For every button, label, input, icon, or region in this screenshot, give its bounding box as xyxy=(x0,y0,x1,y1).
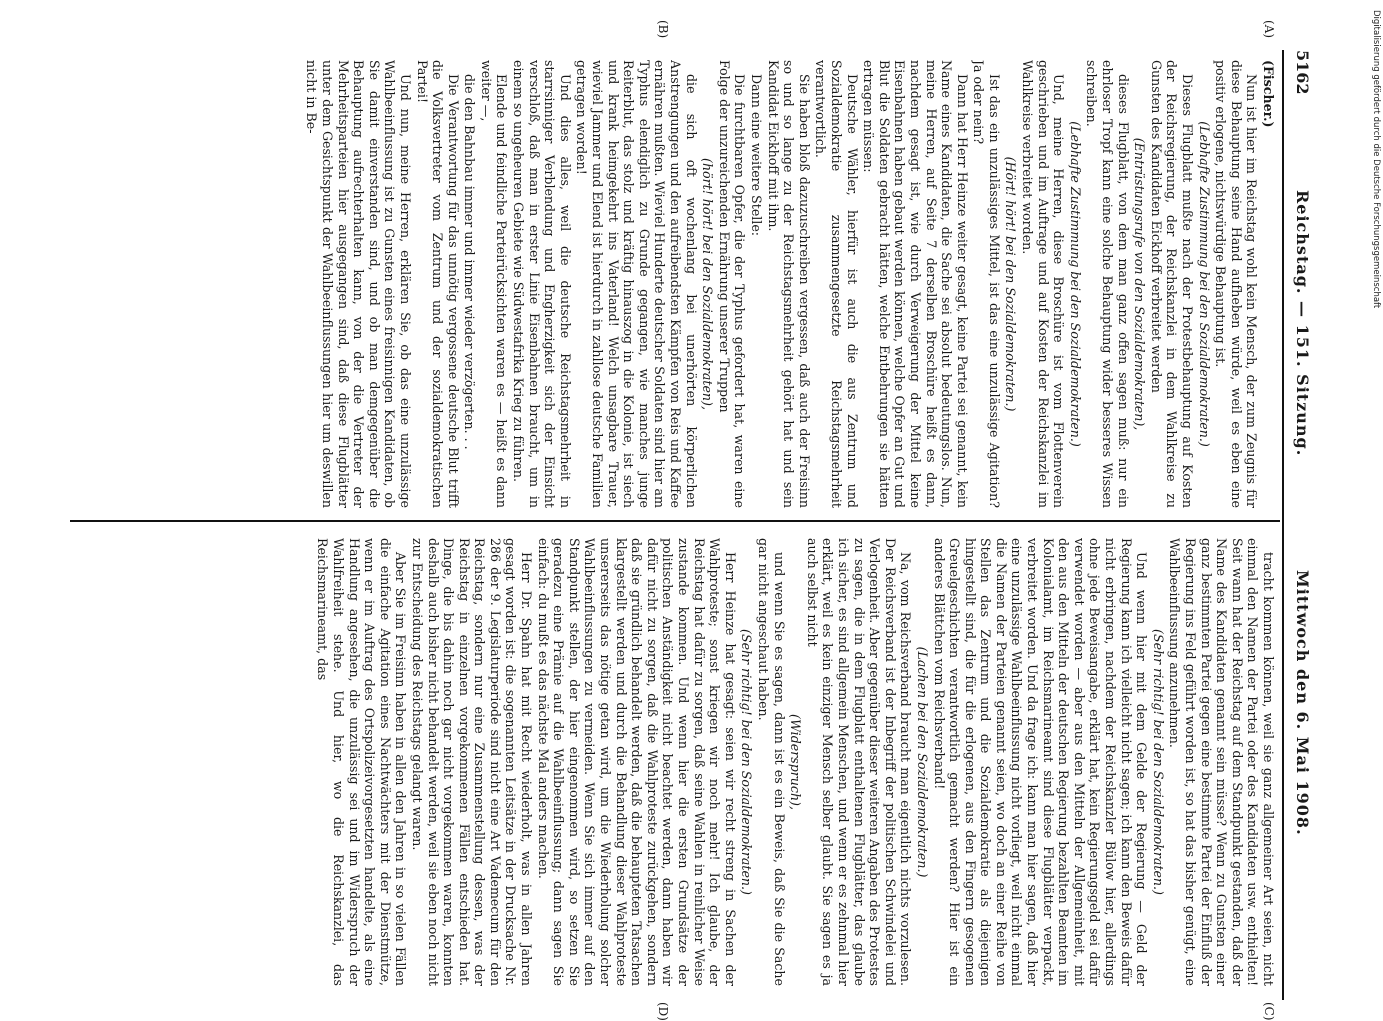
paragraph: Herr Dr. Spahn hat mit Recht wiederholt, was in allen Jahren gesagt worden ist: die sogenannten Leitsätze in der Drucksache Nr. 286 der 9. Legislaturperiode sind nicht eine Art Vademecum für den Reichstag, sondern nur eine Zusammenstellung dessen, was der Reichstag in einzelnen vorgekommenen Fällen entschieden hat. Dinge, die bis dahin noch gar nicht vorgekommen waren, konnten deshalb auch bisher nicht behandelt werden, weil sie eben noch nicht zur Entscheidung des Reichstags gelangt waren. xyxy=(409,538,535,986)
margin-marker-c: (C) xyxy=(1262,1002,1276,1021)
paragraph: die sich oft wochenlang bei unerhörten körperlichen Anstrengungen und den aufreibendsten Kämpfen von Reis und Kaffee ernähren mußten. Wieviel Hunderte deutscher Soldaten sind hier am Typhus elendiglich zu Grunde gegangen, wie manches junge Reiterblut, das stolz und kräftig hinauszog in die Kolonie, ist siech und krank heimgekehrt ins Vaterland! Welch unsagbare Trauer, wieviel Jammer und Elend ist hierdurch in zahllose deutsche Familien getragen worden! xyxy=(574,60,699,508)
paragraph: Herr Heinze hat gesagt: seien wir recht streng in Sachen der Wahlproteste; sonst kriegen wir noch mehr! Ich glaube, der Reichstag hat dafür zu sorgen, daß seine Wahlen in reinlicher Weise zustande kommen. Und wenn hier die ersten Grundsätze der politischen Anständigkeit nicht beachtet werden, dann haben wir dafür nicht zu sorgen, daß die Wahlproteste zurückgehen, sondern daß sie gründlich behandelt werden, daß die behaupteten Tatsachen klargestellt werden und durch die Behandlung dieser Wahlproteste unsererseits das nötige getan wird, um die Wiederholung solcher Wahlbeeinflussungen zu vermeiden. Wenn Sie sich immer auf den Standpunkt stellen, der hier eingenommen wird, so setzen Sie geradezu eine Prämie auf die Wahlbeeinflussung; dann sagen Sie einfach: du mußt es das nächste Mal anders machen. xyxy=(535,538,738,986)
paragraph: Und nun, meine Herren, erklären Sie, ob das eine unzulässige Wahlbeeinflussung ist zu Gunsten eines freisinnigen Kandidaten, ob Sie damit einverstanden sind, und ob man demgegenüber die Behauptung aufrechterhalten kann, von der die Vertreter der Mehrheitsparteien hier ausgegangen sind, daß diese Flugblätter unter dem Gesichtspunkt der Wahlbeeinflussungen hier um deswillen nicht in Be- xyxy=(304,60,413,508)
page-header xyxy=(1280,50,1320,1000)
paragraph: Und dies alles, weil die deutsche Reichstagsmehrheit in starrsinniger Verblendung und Engherzigkeit sich der Einsicht verschloß, daß man in erster Linie Eisenbahnen braucht, um in einem so ungeheuren Gebiete wie Südwestafrika Krieg zu führen. xyxy=(511,60,573,508)
paragraph: Deutsche Wähler, hierfür ist auch die aus Zentrum und Sozialdemokratie zusammengesetzte Reichstagsmehrheit verantwortlich. xyxy=(813,60,860,508)
paragraph: Und, meine Herren, diese Broschüre ist vom Flottenverein geschrieben und im Auftrage und auf Kosten der Reichskanzlei im Wahlkreise verbreitet worden. xyxy=(1020,60,1067,508)
interjection: (Hört! hört! bei den Sozialdemokraten.) xyxy=(1003,156,1019,412)
page-number: 5162 xyxy=(1293,50,1312,95)
paragraph: Aber Sie im Freisinn haben in allen den Jahren in so vielen Fällen die einfache Agitation eines Nachtwächters mit der Dienstmütze, wenn er im Auftrag des Ortspolizeivorgesetzten handelte, als eine Handlung angesehen, die unzulässig sei und im Widerspruch der Wahlfreiheit stehe. Und hier, wo die Reichskanzlei, das Reichsmarineamt, das xyxy=(315,538,409,986)
paragraph: Dann eine weitere Stelle: xyxy=(749,74,764,237)
digitization-credit: Digitalisierung gefördert durch die Deutsche Forschungsgemeinschaft xyxy=(1371,10,1381,309)
paragraph: Elende und feindliche Parteirücksichten waren es — heißt es dann weiter —, xyxy=(478,60,510,508)
paragraph: dieses Flugblatt, von dem man ganz offen sagen muß: nur ein ehrloser Tropf kann eine solche Behauptung wider besseres Wissen schreiben. xyxy=(1084,60,1131,508)
paragraph: Die furchtbaren Opfer, die der Typhus gefordert hat, waren eine Folge der unzureichenden Ernährung unserer Truppen xyxy=(716,60,748,508)
paragraph: Die Verantwortung für das unnötig vergossene deutsche Blut trifft die Volksvertreter vom Zentrum und der sozialdemokratischen Partei! xyxy=(414,60,461,508)
paragraph: Ist das ein unzulässiges Mittel, ist das eine unzulässige Agitation? Ja oder nein? xyxy=(971,60,1002,508)
column-divider xyxy=(70,520,1280,522)
speaker-name: (Fischer.) xyxy=(1261,60,1276,128)
interjection: (Lebhafte Zustimmung bei den Sozialdemokraten.) xyxy=(1196,121,1212,447)
paragraph: Sie haben bloß dazuzuschreiben vergessen, daß auch der Freisinn so und so lange zu der Reichstagsmehrheit gehört hat und sein Kandidat Eickhoff mit ihm. xyxy=(765,60,812,508)
margin-marker-d: (D) xyxy=(656,1002,670,1021)
interjection: (Lebhafte Zustimmung bei den Sozialdemokraten.) xyxy=(1067,121,1083,447)
interjection: (Lachen bei den Sozialdemokraten.) xyxy=(914,646,930,878)
interjection: (Entrüstungsrufe von den Sozialdemokraten), xyxy=(1132,137,1148,431)
margin-marker-a: (A) xyxy=(1262,20,1276,39)
left-text-column xyxy=(66,60,1276,508)
margin-marker-b: (B) xyxy=(656,20,670,39)
header-rule xyxy=(1282,50,1284,1000)
paragraph: Na, vom Reichsverband braucht man eigentlich nichts vorzulesen. Der Reichsverband ist der Inbegriff der politischen Schwindelei und Verlogenheit. Aber gegenüber dieser weiteren Angaben des Protestes zu sagen, die in dem Flugblatt enthaltenen Flugblätter, das glaube ich sicher, es sind allgemein Menschen, und wenn er es zehnmal hier erklärt, weil es kein einziger Mensch selber glaubt. Sie sagen es ja auch selbst nicht xyxy=(804,538,914,986)
paragraph: Und wenn hier mit dem Gelde der Regierung — Geld der Regierung kann ich vielleicht nicht sagen; ich kann den Beweis dafür nicht erbringen, nachdem der Reichskanzler Bülow hier, allerdings ohne jede Beweisangabe, erklärt hat, kein Regierungsgeld sei dafür verwendet worden — aber aus den Mitteln der Allgemeinheit, mit den aus den Mitteln der deutschen Regierung bezahlten Beamten im Kolonialamt, im Reichsmarineamt sind diese Flugblätter verpackt, verbreitet worden. Und da frage ich: kann man hier sagen, daß hier eine unzulässige Wahlbeeinflussung nicht vorliegt, weil nicht einmal die Namen der Parteien genannt seien, wo doch an einer Reihe von Stellen das Zentrum und die Sozialdemokratie als diejenigen hingestellt sind, die für die erlogenen, aus den Fingern gesogenen Greuelgeschichten verantwortlich gemacht werden? Hier ist ein anderes Blättchen vom Reichsverband! xyxy=(931,538,1150,986)
paragraph: Dann hat Herr Heinze weiter gesagt, keine Partei sei genannt, kein Name eines Kandidaten, die Sache sei absolut bedeutungslos. Nun, meine Herren, auf Seite 7 derselben Broschüre heißt es dann, nachdem gesagt ist, wie durch Verweigerung der Mittel keine Eisenbahnen haben gebaut werden können, welche Opfer an Gut und Blut die Soldaten gebracht hätten, welche Entbehrungen sie hätten ertragen müssen: xyxy=(861,60,970,508)
interjection: (Widerspruch), xyxy=(788,714,804,810)
paragraph: Dieses Flugblatt mußte nach der Protestbehauptung auf Kosten der Reichsregierung, der Reichskanzlei in dem Wahlkreise zu Gunsten des Kandidaten Eickhoff verbreitet werden xyxy=(1148,60,1196,508)
interjection: (hört! hört! bei den Sozialdemokraten), xyxy=(700,158,716,410)
paragraph: die den Bahnbau immer und immer wieder verzögerten. . . xyxy=(462,74,478,450)
running-head-left: Reichstag. — 151. Sitzung. xyxy=(1293,190,1312,457)
running-head-right: Mittwoch den 6. Mai 1908. xyxy=(1293,570,1312,836)
paragraph: und wenn Sie es sagen, dann ist es ein Beweis, daß Sie die Sache gar nicht angeschaut haben. xyxy=(756,538,787,986)
paragraph: Nun ist hier im Reichstag wohl kein Mensch, der zum Zeugnis für diese Behauptung seine Hand aufheben würde, weil es eben eine positiv erlogene, nichtswürdige Behauptung ist. xyxy=(1213,60,1260,508)
paragraph: tracht kommen können, weil sie ganz allgemeiner Art seien, nicht einmal den Namen der Partei oder des Kandidaten usw. enthielten! Seit wann hat der Reichstag auf dem Standpunkt gestanden, daß der Name des Kandidaten genannt sein müsse? Wenn zu Gunsten einer ganz bestimmten Partei gegen eine bestimmte Partei der Einfluß der Regierung ins Feld geführt worden ist, so hat das bisher genügt, eine Wahlbeeinflussung anzunehmen. xyxy=(1167,538,1276,986)
right-text-column xyxy=(66,538,1276,986)
interjection: (Sehr richtig! bei den Sozialdemokraten.) xyxy=(1150,629,1166,895)
interjection: (Sehr richtig! bei den Sozialdemokraten.) xyxy=(739,629,755,895)
document-page xyxy=(50,20,1320,1021)
